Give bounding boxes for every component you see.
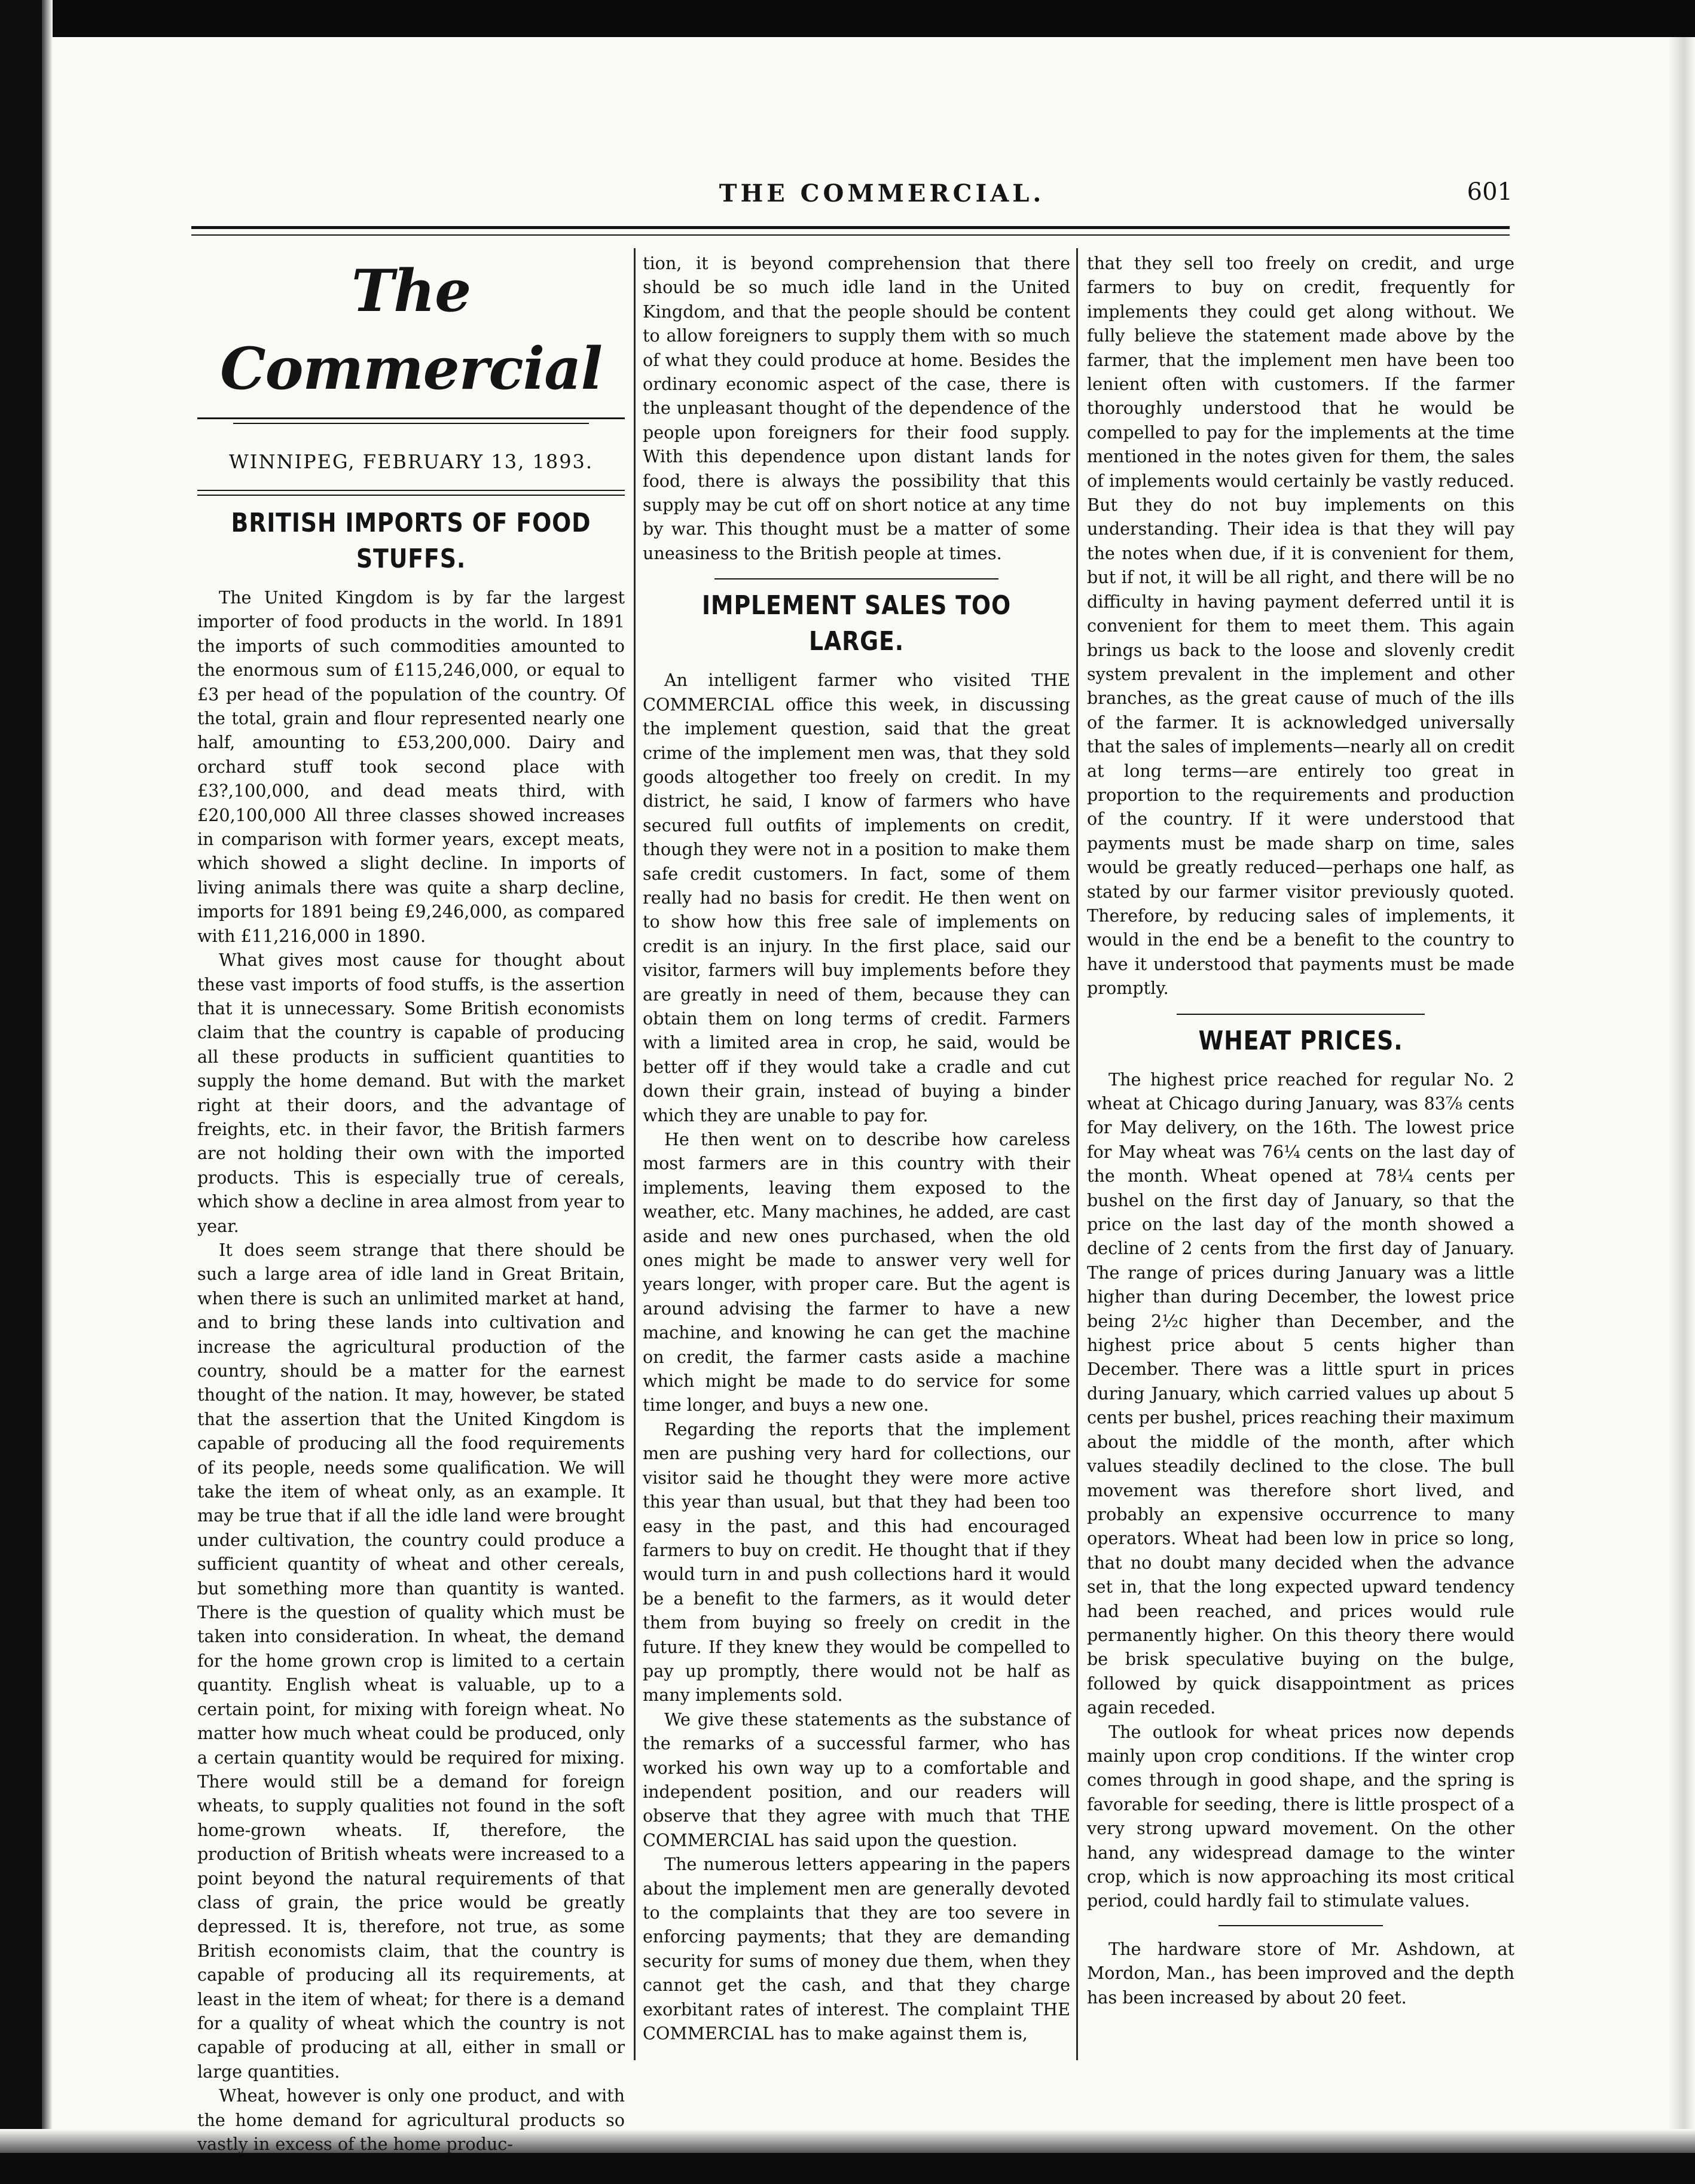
article-paragraph: He then went on to describe how careless most farmers are in this country with their implements, leaving them exposed to the weather, etc. Many machines, he added, are cast aside and new ones purchased, when the old ones might be made to answer very well for years longer, with proper care. But the agent is around advising the farmer to have a new machine, and knowing he can get the machine on credit, the farmer casts aside a machine which might be made to do service for some time longer, and buys a new one.: [643, 1129, 1070, 1416]
brief-separator: [1218, 1925, 1383, 1926]
scan-border-right: [1668, 37, 1695, 2154]
column-rule-2: [1076, 248, 1078, 2060]
scan-border-top: [0, 0, 1695, 37]
column-1: [197, 251, 625, 2156]
dateline-rule-thin: [197, 495, 625, 496]
header-rule-thin: [191, 234, 1510, 236]
news-brief: The hardware store of Mr. Ashdown, at Mordon, Man., has been improved and the depth has been increased by about 20 feet.: [1087, 1938, 1514, 2008]
column-2: [643, 251, 1070, 2045]
article-separator: [1177, 1014, 1425, 1015]
header-rule-thick: [191, 226, 1510, 229]
masthead-rule: [197, 417, 625, 419]
article-paragraph: Wheat, however is only one product, and with the home demand for agricultural products so vastly in excess of the home produc-: [197, 2085, 625, 2154]
running-title: THE COMMERCIAL.: [719, 179, 1045, 208]
article-paragraph: The United Kingdom is by far the largest importer of food products in the world. In 1891 the imports of such commodities amounted to the enormous sum of £115,246,000, or equal to £3 per head of the population of the country. Of the total, grain and flour represented nearly one half, amounting to £53,200,000. Dairy and orchard stuff took second place with £3?,100,000, and dead meats third, with £20,100,000 All three classes showed increases in comparison with former years, except meats, which showed a slight decline. In imports of living animals there was quite a sharp decline, imports for 1891 being £9,246,000, as compared with £11,216,000 in 1890.: [197, 587, 625, 946]
masthead-title: The Commercial: [220, 257, 602, 402]
article-paragraph: What gives most cause for thought about these vast imports of food stuffs, is the assertion that it is unnecessary. Some British economists claim that the country is capable of producing all these products in sufficient quantities to supply the home demand. But with the market right at their doors, and the advantage of freights, etc. in their favor, the British farmers are not holding their own with the imported products. This is especially true of cereals, which show a decline in area almost from year to year.: [197, 950, 625, 1236]
scan-border-bottom: [0, 2153, 1695, 2184]
article-paragraph: An intelligent farmer who visited THE COMMERCIAL office this week, in discussing the implement question, said that the great crime of the implement men was, that they sold goods altogether too freely on credit. In my district, he said, I know of farmers who have secured full outfits of implements on credit, though they were not in a position to make them safe credit customers. In fact, some of them really had no basis for credit. He then went on to show how this free sale of implements on credit is an injury. In the first place, said our visitor, farmers will buy implements before they are greatly in need of them, because they can obtain them on long terms of credit. Farmers with a limited area in crop, he said, would be better off if they would take a cradle and cut down their grain, instead of buying a binder which they are unable to pay for.: [643, 670, 1070, 1125]
article-continuation: tion, it is beyond comprehension that there should be so much idle land in the United Kingdom, and that the people should be content to allow foreigners to supply them with so much of what they could produce at home. Besides the ordinary economic aspect of the case, there is the unpleasant thought of the dependence of the people upon foreigners for their food supply. With this dependence upon distant lands for food, there is always the possibility that this supply may be cut off on short notice at any time by war. This thought must be a matter of some uneasiness to the British people at times.: [643, 253, 1070, 563]
masthead-rule-thin: [233, 423, 589, 424]
article-paragraph: The outlook for wheat prices now depends mainly upon crop conditions. If the winter crop comes through in good shape, and the spring is favorable for seeding, there is little prospect of a very strong upward movement. On the other hand, any widespread damage to the winter crop, which is now approaching its most critical period, could hardly fail to stimulate values.: [1087, 1721, 1514, 1911]
page-number: 601: [1467, 178, 1513, 206]
article-heading-british-imports: BRITISH IMPORTS OF FOOD STUFFS.: [231, 508, 591, 574]
article-paragraph: It does seem strange that there should be such a large area of idle land in Great Britain, when there is such an unlimited market at hand, and to bring these lands into cultivation and increase the agricultural production of the country, should be a matter for the earnest thought of the nation. It may, however, be stated that the assertion that the United Kingdom is capable of producing all the food requirements of its people, needs some qualification. We will take the item of wheat only, as an example. It may be true that if all the idle land were brought under cultivation, the country could produce a sufficient quantity of wheat and other cereals, but something more than quantity is wanted. There is the question of quality which must be taken into consideration. In wheat, the demand for the home grown crop is limited to a certain quantity. English wheat is valuable, up to a certain point, for mixing with foreign wheat. No matter how much wheat could be produced, only a certain quantity would be required for mixing. There would still be a demand for foreign wheats, to supply qualities not found in the soft home-grown wheats. If, therefore, the production of British wheats were increased to a point beyond the natural requirements of that class of grain, the price would be greatly depressed. It is, therefore, not true, as some British economists claim, that the country is capable of producing all its requirements, at least in the item of wheat; for there is a demand for a quality of wheat which the country is not capable of producing at all, either in small or large quantities.: [197, 1239, 625, 2082]
column-3: [1087, 251, 1514, 2009]
article-paragraph: The highest price reached for regular No. 2 wheat at Chicago during January, was 83⅞ cents for May delivery, on the 16th. The lowest price for May wheat was 76¼ cents on the last day of the month. Wheat opened at 78¼ cents per bushel on the first day of January, so that the price on the last day of the month showed a decline of 2 cents from the first day of January. The range of prices during January was a little higher than during December, the lowest price being 2½c higher than December, and the highest price about 5 cents higher than December. There was a little spurt in prices during January, which carried values up about 5 cents per bushel, prices reaching their maximum about the middle of the month, after which values steadily declined to the close. The bull movement was therefore short lived, and probably an expensive occurrence to many operators. Wheat had been low in price so long, that no doubt many decided when the advance set in, that the long expected upward tendency had been reached, and prices would rule permanently higher. On this theory there would be brisk speculative buying on the bulge, followed by quick disappointment as prices again receded.: [1087, 1069, 1514, 1718]
article-paragraph: The numerous letters appearing in the papers about the implement men are generally devoted to the complaints that they are too severe in enforcing payments; that they are demanding security for sums of money due them, when they cannot get the cash, and that they charge exorbitant rates of interest. The complaint THE COMMERCIAL has to make against them is,: [643, 1854, 1070, 2044]
article-heading-wheat-prices: WHEAT PRICES.: [1198, 1025, 1403, 1056]
article-continuation: that they sell too freely on credit, and urge farmers to buy on credit, frequently for implements they could get along without. We fully believe the statement made above by the farmer, that the implement men have been too lenient often with customers. If the farmer thoroughly understood that he would be compelled to pay for the implements at the time mentioned in the notes given for them, the sales of implements would certainly be vastly reduced. But they do not buy implements on this understanding. Their idea is that they will pay the notes when due, if it is convenient for them, but if not, it will be all right, and there will be no difficulty in having payment deferred until it is convenient for them to meet them. This again brings us back to the loose and slovenly credit system prevalent in the implement and other branches, as the great cause of much of the ills of the farmer. It is acknowledged universally that the sales of implements—nearly all on credit at long terms—are entirely too great in proportion to the requirements and production of the country. If it were understood that payments must be made sharp on time, sales would be greatly reduced—perhaps one half, as stated by our farmer visitor previously quoted. Therefore, by reducing sales of implements, it would in the end be a benefit to the country to have it understood that payments must be made promptly.: [1087, 253, 1514, 999]
article-paragraph: Regarding the reports that the implement men are pushing very hard for collections, our visitor said he thought they were more active this year than usual, but that they had been too easy in the past, and this had encouraged farmers to buy on credit. He thought that if they would turn in and push collections hard it would be a benefit to the farmers, as it would deter them from buying so freely on credit in the future. If they knew they would be compelled to pay up promptly, there would not be half as many implements sold.: [643, 1419, 1070, 1706]
dateline-rule: [197, 490, 625, 491]
scan-border-left-shadow: [42, 0, 53, 2184]
column-rule-1: [634, 248, 636, 2060]
article-separator: [714, 578, 998, 579]
dateline: WINNIPEG, FEBRUARY 13, 1893.: [228, 450, 594, 473]
scan-border-left: [0, 0, 42, 2184]
article-heading-implement-sales: IMPLEMENT SALES TOO LARGE.: [701, 590, 1011, 657]
article-paragraph: We give these statements as the substance of the remarks of a successful farmer, who has worked his own way up to a comfortable and independent position, and our readers will observe that they agree with much that THE COMMERCIAL has said upon the question.: [643, 1709, 1070, 1850]
